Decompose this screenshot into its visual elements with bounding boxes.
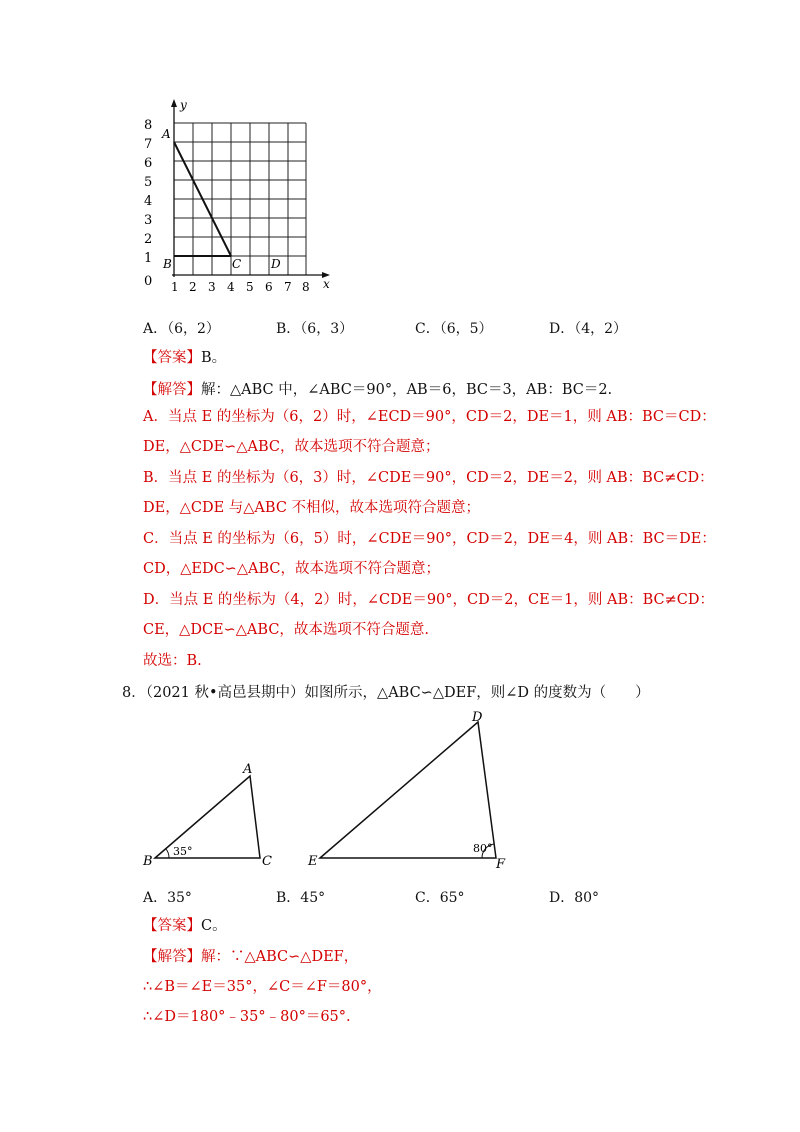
analysis-text: 解：∵△ABC∽△DEF，	[201, 949, 359, 965]
answer-tag: 【答案】	[143, 350, 201, 366]
angle-F-value: 80°	[473, 842, 493, 855]
q7-analysis-line-5: C．当点 E 的坐标为（6，5）时，∠CDE＝90°，CD＝2，DE＝4，则 AB：BC＝DE：	[143, 531, 716, 547]
answer-value: C。	[201, 918, 227, 934]
y-axis-arrow	[171, 99, 177, 107]
y-tick: 7	[144, 137, 153, 152]
y-tick: 6	[144, 156, 153, 171]
x-tick: 5	[246, 280, 254, 294]
y-axis-label: y	[180, 98, 187, 112]
q7-answer	[143, 348, 226, 368]
point-A-label: A	[162, 127, 171, 141]
q7-analysis-line-0	[143, 380, 612, 400]
vertex-A-label: A	[243, 762, 253, 777]
y-tick-labels	[144, 118, 152, 289]
vertex-F-label: F	[496, 857, 506, 872]
coordinate-grid-figure	[130, 95, 340, 295]
q7-conclusion: 故选：B.	[143, 653, 202, 669]
angle-B-arc	[166, 849, 169, 858]
q7-analysis-line-2: DE，△CDE∽△ABC，故本选项不符合题意；	[143, 439, 440, 455]
x-axis-label: x	[323, 277, 330, 291]
x-tick: 8	[302, 280, 310, 294]
analysis-tag: 【解答】	[143, 949, 201, 965]
answer-value: B。	[201, 350, 227, 366]
q7-option-c[interactable]: C．（6，5）	[415, 321, 493, 337]
analysis-text: 解：△ABC 中，∠ABC＝90°，AB＝6，BC＝3，AB：BC＝2.	[201, 382, 613, 398]
x-tick: 6	[265, 280, 273, 294]
q7-analysis-line-4: DE，△CDE 与△ABC 不相似，故本选项符合题意；	[143, 500, 481, 516]
grid-lines	[174, 123, 306, 275]
q8-option-d[interactable]: D．80°	[549, 890, 600, 906]
point-B-label: B	[163, 257, 172, 271]
q7-option-b[interactable]: B．（6，3）	[276, 321, 354, 337]
x-tick: 2	[189, 280, 197, 294]
analysis-tag: 【解答】	[143, 382, 201, 398]
q7-analysis-line-6: CD，△EDC∽△ABC，故本选项不符合题意；	[143, 561, 440, 577]
x-tick: 1	[171, 280, 179, 294]
point-D-label: D	[271, 257, 281, 271]
q8-analysis-line-0	[143, 947, 358, 967]
q8-option-c[interactable]: C．65°	[415, 890, 465, 906]
q7-analysis-line-7: D．当点 E 的坐标为（4，2）时，∠CDE＝90°，CD＝2，CE＝1，则 AB：BC≠CD：	[143, 592, 715, 608]
q8-stem: 8．（2021 秋•高邑县期中）如图所示，△ABC∽△DEF，则∠D 的度数为（ ）	[122, 685, 650, 701]
y-tick: 1	[144, 251, 153, 266]
vertex-B-label: B	[143, 854, 153, 869]
x-tick: 3	[208, 280, 216, 294]
q8-option-a[interactable]: A．35°	[143, 890, 192, 906]
triangle-ABC	[155, 776, 260, 858]
x-tick: 7	[284, 280, 292, 294]
vertex-C-label: C	[262, 854, 272, 869]
answer-tag: 【答案】	[143, 918, 201, 934]
triangle-DEF	[320, 722, 496, 858]
y-tick: 4	[144, 194, 153, 209]
q7-analysis-line-3: B．当点 E 的坐标为（6，3）时，∠CDE＝90°，CD＝2，DE＝2，则 AB：BC≠CD：	[143, 470, 714, 486]
vertex-E-label: E	[308, 854, 318, 869]
q8-answer	[143, 916, 227, 936]
y-tick: 8	[144, 118, 153, 133]
q7-option-a[interactable]: A．（6，2）	[143, 321, 220, 337]
vertex-D-label: D	[472, 710, 483, 725]
y-tick: 3	[144, 213, 153, 228]
y-tick: 2	[144, 232, 153, 247]
similar-triangles-figure	[130, 700, 520, 880]
q8-analysis-line-1: ∴∠B＝∠E＝35°，∠C＝∠F＝80°，	[143, 979, 382, 995]
y-tick: 0	[144, 274, 153, 289]
q7-analysis-line-8: CE，△DCE∽△ABC，故本选项不符合题意.	[143, 622, 430, 638]
q8-analysis-line-2: ∴∠D＝180°﹣35°﹣80°＝65°.	[143, 1009, 351, 1025]
x-tick-labels	[171, 280, 310, 294]
y-tick: 5	[144, 175, 153, 190]
q7-analysis-line-1: A．当点 E 的坐标为（6，2）时，∠ECD＝90°，CD＝2，DE＝1，则 AB：BC＝CD：	[143, 409, 716, 425]
x-tick: 4	[227, 280, 235, 294]
point-C-label: C	[232, 257, 242, 271]
q8-option-b[interactable]: B．45°	[276, 890, 326, 906]
q7-option-d[interactable]: D．（4，2）	[549, 321, 628, 337]
angle-B-value: 35°	[173, 845, 193, 858]
